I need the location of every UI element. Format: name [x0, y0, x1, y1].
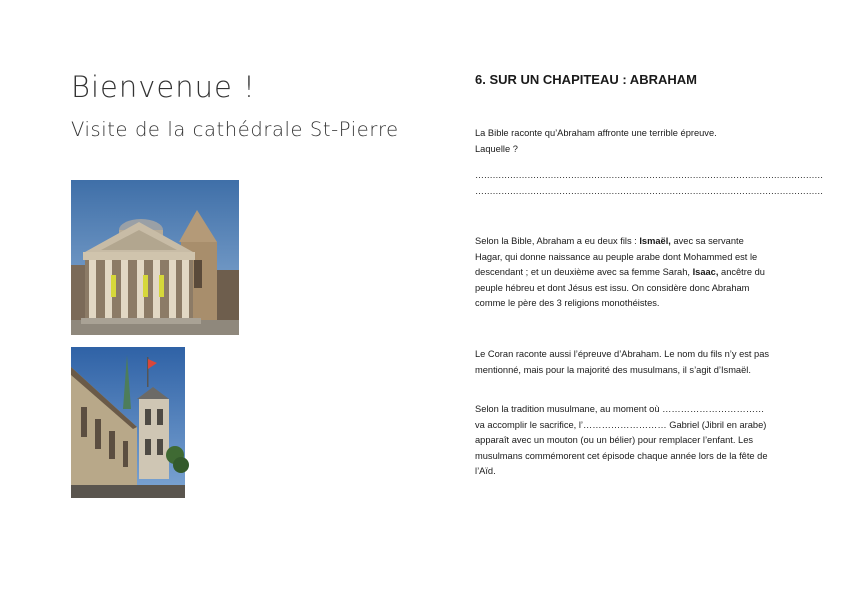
page-subtitle: Visite de la cathédrale St-Pierre	[71, 118, 399, 141]
section-heading: 6. SUR UN CHAPITEAU : ABRAHAM	[475, 72, 697, 87]
page-title: Bienvenue !	[71, 70, 256, 104]
answer-line-1: …………………………………………………………………………………………………………	[475, 170, 824, 180]
paragraph-coran: Le Coran raconte aussi l’épreuve d’Abraham. Le nom du fils n’y est pas mentionné, mais pour la majorité des musulmans, il s’agit d’Ismaël.	[475, 349, 770, 375]
cathedral-tower-photo	[71, 347, 185, 498]
paragraph-tradition: Selon la tradition musulmane, au moment où …………………………… va accomplir le sacrifice, l’……………………… Gabriel (Jibril en arabe) apparaît avec un mouton (ou un bélier) pour remplacer l’enfant. Les musulmans commémorent cet épisode chaque année lors de la fête de l’Aïd.	[475, 404, 768, 476]
cathedral-facade-photo	[71, 180, 239, 335]
question-paragraph: La Bible raconte qu’Abraham affronte une terrible épreuve. Laquelle ?	[475, 128, 717, 154]
answer-line-2: …………………………………………………………………………………………………………	[475, 186, 824, 196]
paragraph-sons: Selon la Bible, Abraham a eu deux fils : Ismaël, avec sa servante Hagar, qui donne naissance au peuple arabe dont Mohammed est le descendant ; et un deuxième avec sa femme Sarah, Isaac, ancêtre du peuple hébreu et dont Jésus est issu. On considère donc Abraham comme le père des 3 religions monothéistes.	[475, 236, 765, 308]
